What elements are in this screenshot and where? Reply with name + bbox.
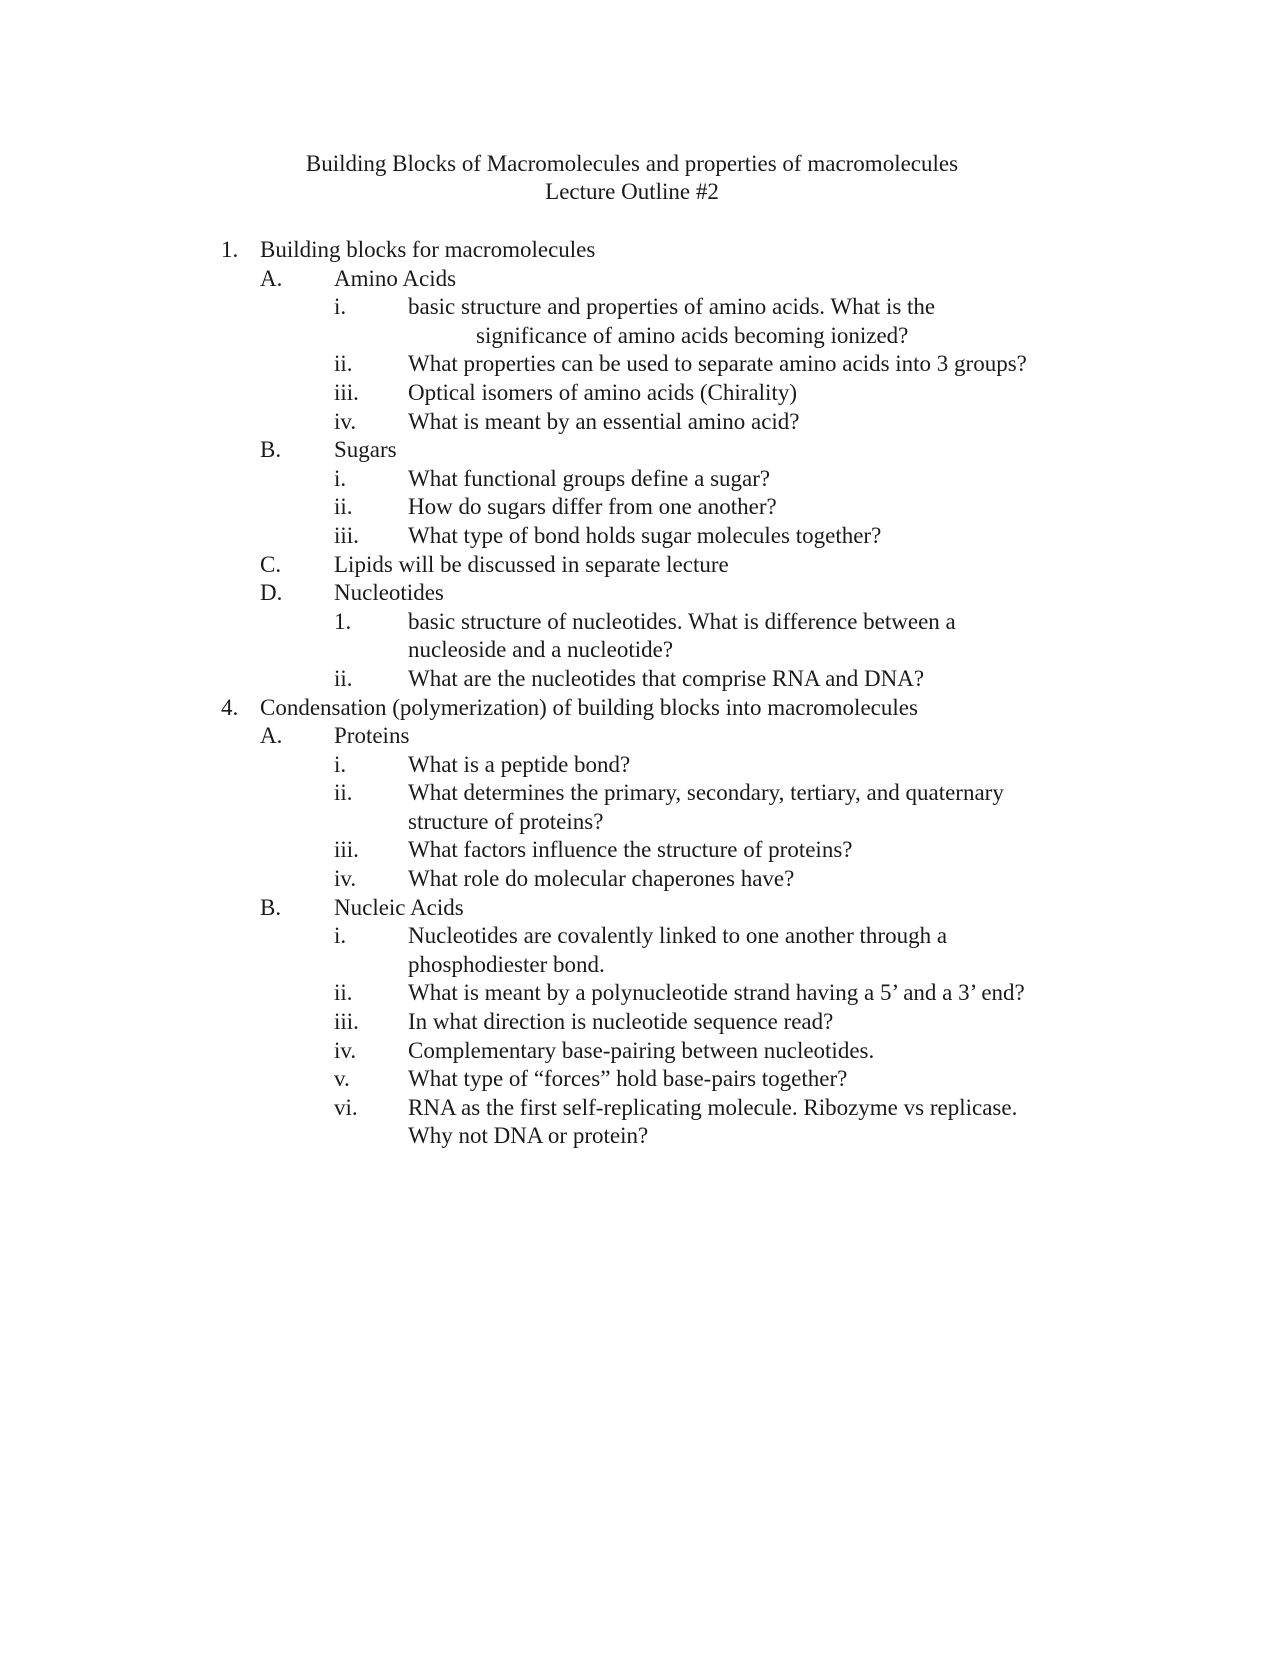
item-text: basic structure of nucleotides. What is difference between a <box>408 608 956 634</box>
outline-item <box>0 1008 1280 1037</box>
item-marker: ii. <box>334 351 353 377</box>
outline-item <box>0 493 1280 522</box>
item-text: What is meant by a polynucleotide strand having a 5’ and a 3’ end? <box>408 980 1025 1006</box>
item-marker: iv. <box>334 866 357 892</box>
subsection-heading: Nucleic Acids <box>334 894 464 920</box>
outline-item <box>0 350 1280 379</box>
lecture-outline <box>0 236 1280 1151</box>
outline-item <box>0 1065 1280 1094</box>
outline-subsection <box>0 722 1280 751</box>
item-text: What is a peptide bond? <box>408 751 631 777</box>
item-marker: ii. <box>334 665 353 691</box>
subsection-marker: D. <box>260 580 283 606</box>
outline-item <box>0 779 1280 808</box>
outline-item <box>0 979 1280 1008</box>
outline-section <box>0 236 1280 265</box>
subsection-marker: A. <box>260 265 283 291</box>
item-text: What type of “forces” hold base-pairs together? <box>408 1066 848 1092</box>
item-marker: v. <box>334 1066 350 1092</box>
item-text: What role do molecular chaperones have? <box>408 866 795 892</box>
item-marker: ii. <box>334 780 353 806</box>
item-text: nucleoside and a nucleotide? <box>408 637 674 663</box>
section-marker: 4. <box>221 694 239 720</box>
outline-item <box>0 865 1280 894</box>
item-text: structure of proteins? <box>408 808 604 834</box>
outline-item <box>0 751 1280 780</box>
outline-item <box>0 408 1280 437</box>
subsection-heading: Lipids will be discussed in separate lecture <box>334 551 729 577</box>
outline-subsection <box>0 551 1280 580</box>
outline-item <box>0 1094 1280 1123</box>
section-heading: Condensation (polymerization) of building blocks into macromolecules <box>260 694 918 720</box>
item-text: What are the nucleotides that comprise RNA and DNA? <box>408 665 925 691</box>
item-text: Complementary base-pairing between nucleotides. <box>408 1037 875 1063</box>
item-text: What properties can be used to separate amino acids into 3 groups? <box>408 351 1027 377</box>
item-text: What type of bond holds sugar molecules together? <box>408 522 882 548</box>
item-text: significance of amino acids becoming ionized? <box>476 322 909 348</box>
title-line-1: Building Blocks of Macromolecules and properties of macromolecules <box>305 151 959 176</box>
subsection-heading: Proteins <box>334 723 410 749</box>
item-text: What factors influence the structure of proteins? <box>408 837 853 863</box>
item-text: Optical isomers of amino acids (Chirality) <box>408 379 797 405</box>
item-marker: 1. <box>334 608 352 634</box>
outline-item <box>0 922 1280 951</box>
outline-subsection <box>0 436 1280 465</box>
subsection-marker: C. <box>260 551 282 577</box>
item-marker: iv. <box>334 408 357 434</box>
outline-item <box>0 665 1280 694</box>
title-line-2: Lecture Outline #2 <box>545 179 719 204</box>
item-marker: iv. <box>334 1037 357 1063</box>
item-marker: ii. <box>334 980 353 1006</box>
item-marker: i. <box>334 294 347 320</box>
item-text: Why not DNA or protein? <box>408 1123 649 1149</box>
subsection-marker: B. <box>260 437 282 463</box>
outline-item-continuation <box>0 808 1280 837</box>
outline-subsection <box>0 265 1280 294</box>
subsection-marker: B. <box>260 894 282 920</box>
outline-item-continuation <box>0 322 1280 351</box>
subsection-marker: A. <box>260 723 283 749</box>
item-text: In what direction is nucleotide sequence read? <box>408 1009 834 1035</box>
item-marker: iii. <box>334 379 359 405</box>
section-heading: Building blocks for macromolecules <box>260 237 596 262</box>
item-text: What functional groups define a sugar? <box>408 465 771 491</box>
item-marker: i. <box>334 465 347 491</box>
item-marker: vi. <box>334 1094 358 1120</box>
outline-item <box>0 1037 1280 1066</box>
item-marker: iii. <box>334 522 359 548</box>
item-text: How do sugars differ from one another? <box>408 494 777 520</box>
outline-item <box>0 465 1280 494</box>
outline-section <box>0 694 1280 723</box>
item-text: What is meant by an essential amino acid? <box>408 408 800 434</box>
outline-item <box>0 522 1280 551</box>
item-text: phosphodiester bond. <box>408 951 605 977</box>
item-marker: iii. <box>334 1009 359 1035</box>
item-text: What determines the primary, secondary, tertiary, and quaternary <box>408 780 1004 806</box>
outline-item <box>0 379 1280 408</box>
item-marker: i. <box>334 751 347 777</box>
item-text: Nucleotides are covalently linked to one another through a <box>408 923 948 949</box>
document-title <box>0 150 1280 206</box>
outline-item-continuation <box>0 1122 1280 1151</box>
item-marker: ii. <box>334 494 353 520</box>
item-text: basic structure and properties of amino acids. What is the <box>408 294 936 320</box>
outline-item-continuation <box>0 951 1280 980</box>
outline-subsection <box>0 894 1280 923</box>
subsection-heading: Nucleotides <box>334 580 444 606</box>
outline-item <box>0 293 1280 322</box>
outline-item <box>0 836 1280 865</box>
outline-subsection <box>0 579 1280 608</box>
item-marker: iii. <box>334 837 359 863</box>
subsection-heading: Sugars <box>334 437 397 463</box>
outline-item <box>0 608 1280 637</box>
item-marker: i. <box>334 923 347 949</box>
outline-item-continuation <box>0 636 1280 665</box>
item-text: RNA as the first self-replicating molecule. Ribozyme vs replicase. <box>408 1094 1018 1120</box>
section-marker: 1. <box>221 237 239 262</box>
subsection-heading: Amino Acids <box>334 265 457 291</box>
